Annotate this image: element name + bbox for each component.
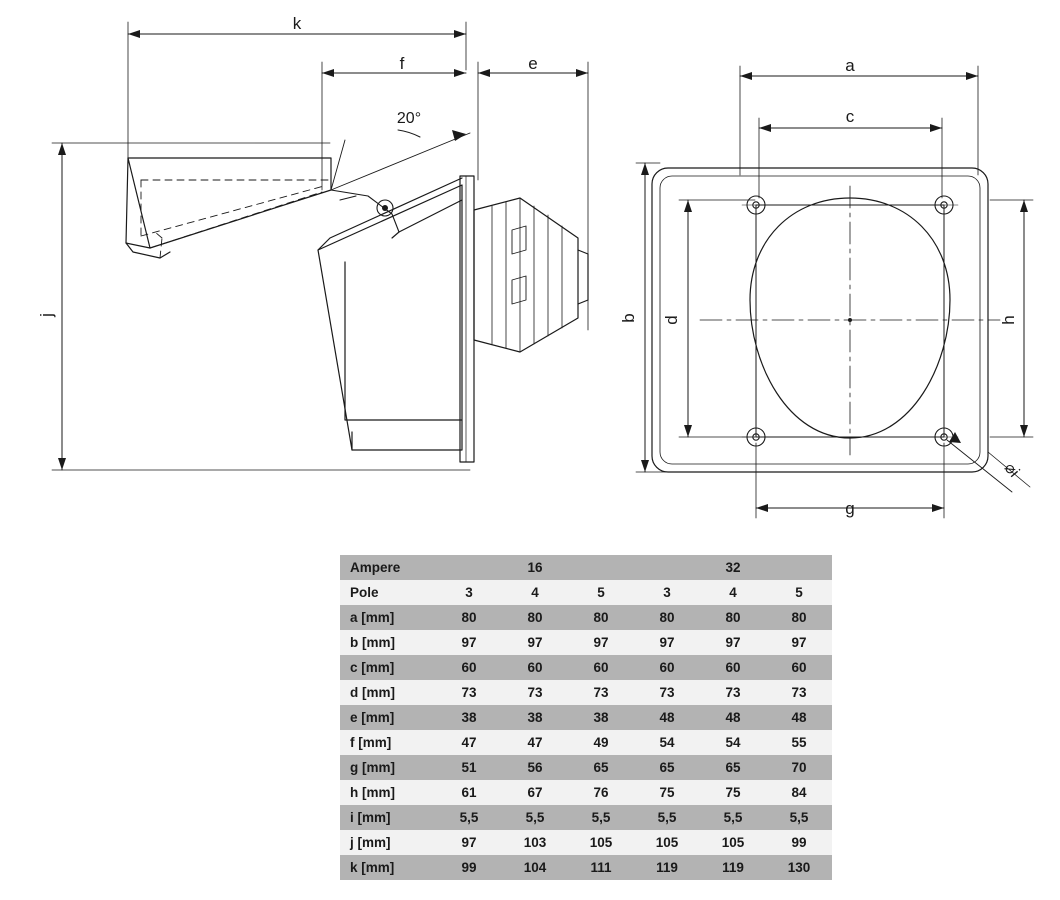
table-cell: 49 xyxy=(568,730,634,755)
table-cell: 105 xyxy=(634,830,700,855)
pole-cell: 3 xyxy=(634,580,700,605)
row-label-a: a [mm] xyxy=(340,605,436,630)
pole-cell: 4 xyxy=(502,580,568,605)
label-a: a xyxy=(845,56,855,75)
table-cell: 5,5 xyxy=(700,805,766,830)
table-cell: 55 xyxy=(766,730,832,755)
table-row xyxy=(340,855,832,880)
table-cell: 65 xyxy=(568,755,634,780)
pole-cell: 4 xyxy=(700,580,766,605)
table-cell: 38 xyxy=(502,705,568,730)
socket-lid xyxy=(126,158,331,258)
dimension-c xyxy=(759,118,942,198)
table-cell: 61 xyxy=(436,780,502,805)
table-cell: 56 xyxy=(502,755,568,780)
table-cell: 76 xyxy=(568,780,634,805)
centre-mark xyxy=(848,318,852,322)
table-cell: 51 xyxy=(436,755,502,780)
row-label-pole: Pole xyxy=(340,580,436,605)
table-cell: 70 xyxy=(766,755,832,780)
table-row-pole xyxy=(340,580,832,605)
ampere-group-16: 16 xyxy=(436,555,634,580)
row-label-k: k [mm] xyxy=(340,855,436,880)
table-row xyxy=(340,830,832,855)
table-row xyxy=(340,780,832,805)
ampere-group-32: 32 xyxy=(634,555,832,580)
socket-rear-body xyxy=(474,198,588,352)
table-cell: 97 xyxy=(436,830,502,855)
lid-hidden-lines xyxy=(141,180,328,258)
table-cell: 48 xyxy=(634,705,700,730)
row-label-d: d [mm] xyxy=(340,680,436,705)
table-cell: 5,5 xyxy=(568,805,634,830)
table-cell: 97 xyxy=(634,630,700,655)
table-cell: 111 xyxy=(568,855,634,880)
table-cell: 73 xyxy=(700,680,766,705)
dimension-table-wrapper xyxy=(340,555,832,880)
dimension-k xyxy=(128,22,466,160)
table-cell: 38 xyxy=(436,705,502,730)
table-cell: 67 xyxy=(502,780,568,805)
table-cell: 60 xyxy=(436,655,502,680)
label-angle-20: 20° xyxy=(396,110,422,127)
table-cell: 99 xyxy=(766,830,832,855)
table-cell: 48 xyxy=(766,705,832,730)
table-cell: 119 xyxy=(700,855,766,880)
table-cell: 60 xyxy=(502,655,568,680)
table-cell: 80 xyxy=(634,605,700,630)
table-cell: 80 xyxy=(568,605,634,630)
table-row xyxy=(340,605,832,630)
table-cell: 73 xyxy=(766,680,832,705)
table-cell: 47 xyxy=(502,730,568,755)
row-label-ampere: Ampere xyxy=(340,555,436,580)
table-cell: 38 xyxy=(568,705,634,730)
table-cell: 105 xyxy=(568,830,634,855)
socket-housing xyxy=(318,178,462,450)
table-cell: 54 xyxy=(634,730,700,755)
label-h: h xyxy=(999,315,1018,325)
row-label-h: h [mm] xyxy=(340,780,436,805)
table-cell: 65 xyxy=(634,755,700,780)
table-row-ampere xyxy=(340,555,832,580)
table-row xyxy=(340,805,832,830)
label-phi-i: ⌀i xyxy=(1000,459,1023,481)
table-row xyxy=(340,730,832,755)
rear-contact-detail xyxy=(512,226,526,304)
table-row xyxy=(340,680,832,705)
table-row xyxy=(340,755,832,780)
table-cell: 73 xyxy=(634,680,700,705)
label-g: g xyxy=(845,499,855,518)
table-cell: 73 xyxy=(436,680,502,705)
table-cell: 97 xyxy=(766,630,832,655)
row-label-f: f [mm] xyxy=(340,730,436,755)
label-d: d xyxy=(662,315,681,325)
row-label-j: j [mm] xyxy=(340,830,436,855)
table-cell: 5,5 xyxy=(634,805,700,830)
table-cell: 48 xyxy=(700,705,766,730)
table-cell: 97 xyxy=(502,630,568,655)
table-cell: 54 xyxy=(700,730,766,755)
label-k: k xyxy=(292,14,302,33)
table-cell: 73 xyxy=(568,680,634,705)
label-e: e xyxy=(528,54,538,73)
table-cell: 104 xyxy=(502,855,568,880)
row-label-g: g [mm] xyxy=(340,755,436,780)
dimension-j xyxy=(52,143,470,470)
table-cell: 5,5 xyxy=(436,805,502,830)
table-cell: 97 xyxy=(436,630,502,655)
table-cell: 47 xyxy=(436,730,502,755)
table-cell: 65 xyxy=(700,755,766,780)
dimension-d xyxy=(679,200,755,437)
table-cell: 5,5 xyxy=(502,805,568,830)
table-cell: 60 xyxy=(634,655,700,680)
table-cell: 60 xyxy=(568,655,634,680)
table-cell: 99 xyxy=(436,855,502,880)
table-row xyxy=(340,705,832,730)
label-j: j xyxy=(37,313,56,317)
table-cell: 73 xyxy=(502,680,568,705)
table-cell: 84 xyxy=(766,780,832,805)
table-cell: 60 xyxy=(766,655,832,680)
table-cell: 97 xyxy=(700,630,766,655)
row-label-e: e [mm] xyxy=(340,705,436,730)
row-label-b: b [mm] xyxy=(340,630,436,655)
table-cell: 103 xyxy=(502,830,568,855)
table-cell: 80 xyxy=(766,605,832,630)
dimension-e xyxy=(478,62,588,330)
label-b: b xyxy=(619,313,638,323)
table-cell: 80 xyxy=(700,605,766,630)
row-label-i: i [mm] xyxy=(340,805,436,830)
row-label-c: c [mm] xyxy=(340,655,436,680)
label-f: f xyxy=(399,54,405,73)
pole-cell: 3 xyxy=(436,580,502,605)
table-cell: 130 xyxy=(766,855,832,880)
table-row xyxy=(340,630,832,655)
label-c: c xyxy=(845,107,855,126)
dimension-table xyxy=(340,555,832,880)
pole-cell: 5 xyxy=(766,580,832,605)
dimension-f xyxy=(322,62,466,190)
angle-indicator xyxy=(331,130,470,190)
table-cell: 60 xyxy=(700,655,766,680)
table-cell: 75 xyxy=(634,780,700,805)
table-cell: 80 xyxy=(502,605,568,630)
table-cell: 75 xyxy=(700,780,766,805)
table-cell: 5,5 xyxy=(766,805,832,830)
pole-cell: 5 xyxy=(568,580,634,605)
table-row xyxy=(340,655,832,680)
table-cell: 80 xyxy=(436,605,502,630)
table-cell: 119 xyxy=(634,855,700,880)
table-cell: 97 xyxy=(568,630,634,655)
table-cell: 105 xyxy=(700,830,766,855)
